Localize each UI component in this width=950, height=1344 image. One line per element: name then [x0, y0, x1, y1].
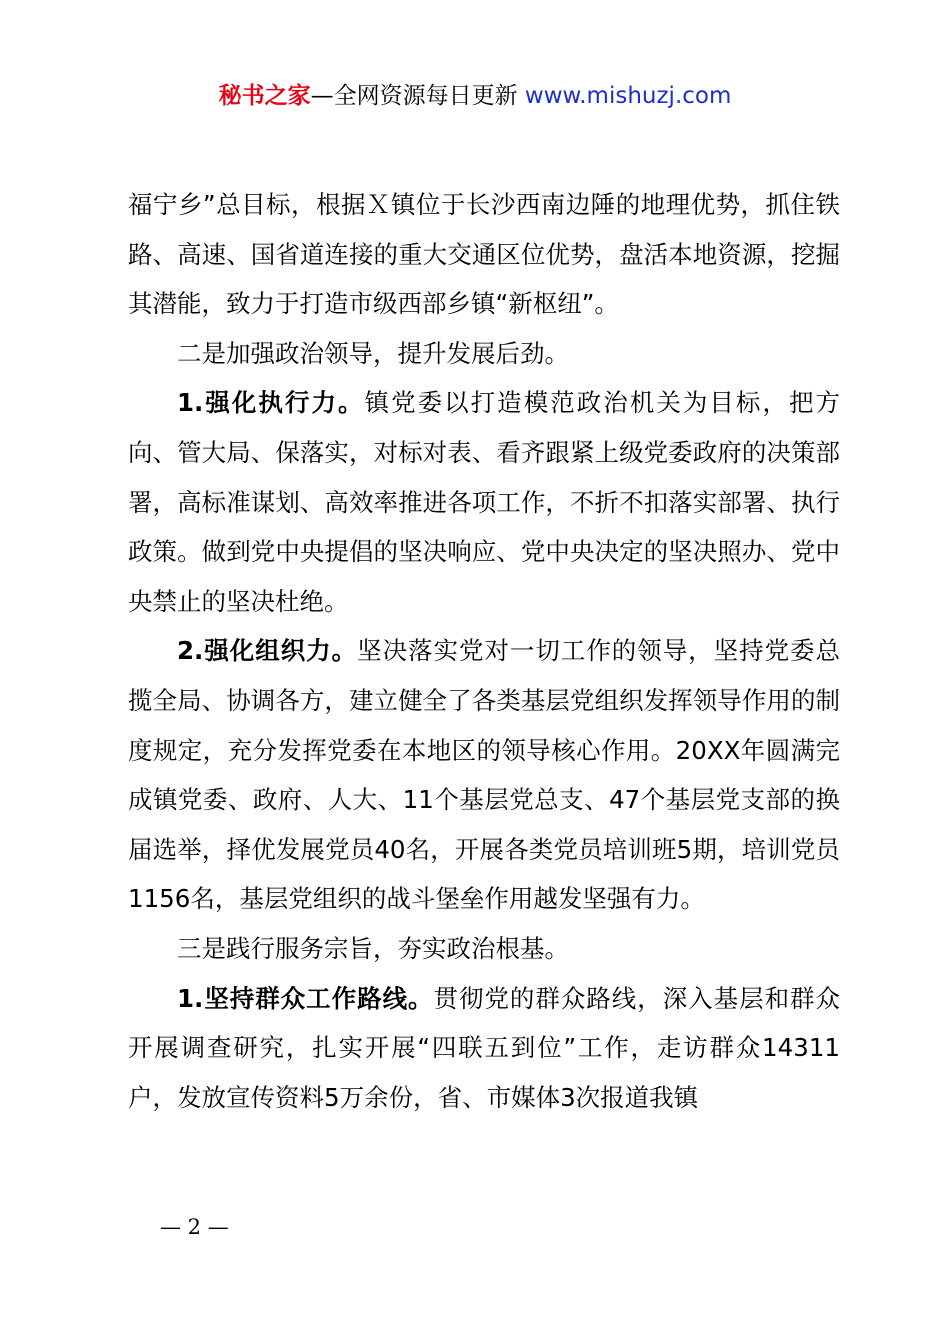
- section-heading-2: 二是加强政治领导，提升发展后劲。: [177, 338, 569, 368]
- paragraph-continuation: 福宁乡”总目标，根据Ｘ镇位于长沙西南边陲的地理优势，抓住铁路、高速、国省道连接的重大交通区位优势，盘活本地资源，挖掘其潜能，致力于打造市级西部乡镇“新枢纽”。: [128, 190, 840, 319]
- site-header: [0, 80, 950, 112]
- paragraph-organization: 2.强化组织力。坚决落实党对一切工作的领导，坚持党委总揽全局、协调各方，建立健全了各类基层党组织发挥领导作用的制度规定，充分发挥党委在本地区的领导核心作用。20XX年圆满完成镇党委、政府、人大、11个基层党总支、47个基层党支部的换届选举，择优发展党员40名，开展各类党员培训班5期，培训党员1156名，基层党组织的战斗堡垒作用越发坚强有力。: [128, 636, 841, 914]
- site-url-link[interactable]: www.mishuzj.com: [524, 83, 732, 109]
- paragraph-lead: 2.强化组织力。: [177, 636, 358, 666]
- document-body: [128, 180, 840, 1122]
- page-number: — 2 —: [160, 1215, 229, 1239]
- paragraph-lead: 1.坚持群众工作路线。: [177, 983, 434, 1013]
- section-heading-3: 三是践行服务宗旨，夯实政治根基。: [177, 933, 569, 963]
- brand-name: 秘书之家: [218, 83, 311, 109]
- paragraph-mass-line: 1.坚持群众工作路线。贯彻党的群众路线，深入基层和群众开展调查研究，扎实开展“四联五到位”工作，走访群众14311户，发放宣传资料5万余份，省、市媒体3次报道我镇: [128, 983, 840, 1112]
- paragraph-execution: 1.强化执行力。镇党委以打造模范政治机关为目标，把方向、管大局、保落实，对标对表、看齐跟紧上级党委政府的决策部署，高标准谋划、高效率推进各项工作，不折不扣落实部署、执行政策。做到党中央提倡的坚决响应、党中央决定的坚决照办、党中央禁止的坚决杜绝。: [128, 388, 840, 616]
- header-slogan: —全网资源每日更新: [310, 83, 525, 109]
- paragraph-lead: 1.强化执行力。: [177, 388, 365, 418]
